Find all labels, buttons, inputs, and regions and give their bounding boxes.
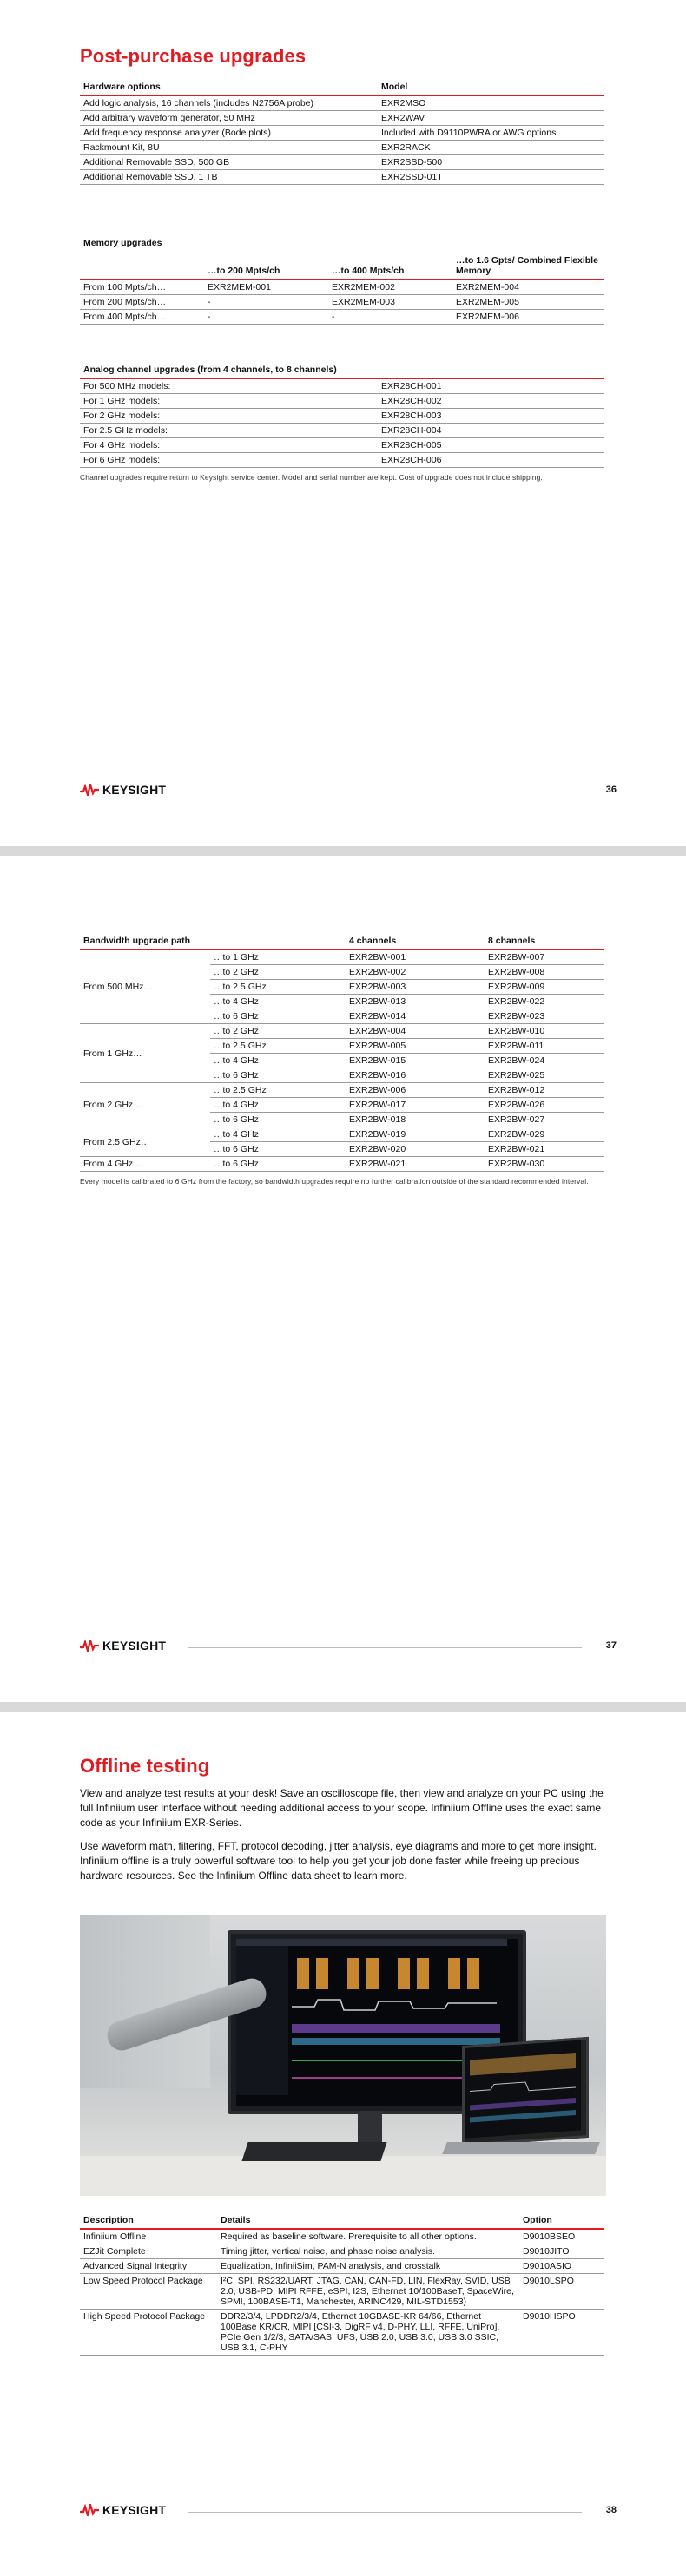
hardware-row-cell: Additional Removable SSD, 1 TB [80, 170, 378, 185]
memory-row-cell: - [328, 310, 452, 325]
bandwidth-cell: …to 4 GHz [210, 1098, 346, 1113]
option-row-cell: D9010ASIO [519, 2259, 604, 2274]
bandwidth-cell: …to 4 GHz [210, 1054, 346, 1068]
bandwidth-upgrade-table [80, 934, 604, 1172]
analog-row-cell: For 500 MHz models: [80, 378, 378, 394]
bandwidth-cell: EXR2BW-001 [346, 950, 485, 965]
bandwidth-col-header-3: 8 channels [485, 934, 604, 950]
bandwidth-cell: EXR2BW-015 [346, 1054, 485, 1068]
memory-row-cell: EXR2MEM-006 [452, 310, 604, 325]
hardware-row-cell: EXR2MSO [378, 95, 604, 111]
bandwidth-cell: EXR2BW-030 [485, 1157, 604, 1172]
analog-upgrades-table [80, 363, 604, 468]
option-row-cell: Timing jitter, vertical noise, and phase noise analysis. [217, 2244, 519, 2259]
bandwidth-cell: EXR2BW-018 [346, 1113, 485, 1127]
hardware-row [80, 126, 604, 141]
keysight-wave-icon [80, 784, 99, 796]
memory-row-cell: EXR2MEM-005 [452, 295, 604, 310]
option-row-cell: Low Speed Protocol Package [80, 2274, 217, 2310]
hardware-col-header: Hardware options [80, 80, 378, 95]
bandwidth-cell: …to 4 GHz [210, 1127, 346, 1142]
bandwidth-cell: EXR2BW-011 [485, 1039, 604, 1054]
option-row [80, 2310, 604, 2356]
laptop [462, 2037, 589, 2146]
hardware-row-cell: Rackmount Kit, 8U [80, 141, 378, 155]
option-row [80, 2274, 604, 2310]
page-title: Offline testing [80, 1755, 210, 1777]
memory-row-cell: - [204, 310, 328, 325]
bandwidth-cell: EXR2BW-022 [485, 995, 604, 1009]
keysight-logo [80, 2503, 166, 2517]
bandwidth-from-cell: From 2.5 GHz… [80, 1127, 210, 1157]
bandwidth-cell: EXR2BW-005 [346, 1039, 485, 1054]
bandwidth-row [80, 1157, 604, 1172]
hardware-row [80, 141, 604, 155]
bandwidth-cell: EXR2BW-029 [485, 1127, 604, 1142]
bandwidth-cell: EXR2BW-010 [485, 1024, 604, 1039]
bandwidth-row [80, 950, 604, 965]
page-number: 38 [605, 2505, 617, 2515]
analog-row [80, 424, 604, 438]
analog-row [80, 438, 604, 453]
option-row-cell: D9010HSPO [519, 2310, 604, 2356]
hardware-row-cell: Included with D9110PWRA or AWG options [378, 126, 604, 141]
keysight-wave-icon [80, 2504, 99, 2516]
bandwidth-cell: …to 2.5 GHz [210, 1039, 346, 1054]
offline-options-table [80, 2213, 604, 2356]
description-col-header: Description [80, 2213, 217, 2229]
hardware-row-cell: EXR2WAV [378, 111, 604, 126]
footer [80, 1639, 617, 1656]
intro-paragraph: View and analyze test results at your desk! Save an oscilloscope file, then view and analyze on your PC using the full Infiniium user interface without needing additional access to your scope. Infiniium Offline uses the exact same code as your Infiniium EXR-Series. [80, 1787, 604, 1829]
bandwidth-cell: EXR2BW-019 [346, 1127, 485, 1142]
bandwidth-cell: …to 6 GHz [210, 1142, 346, 1157]
keysight-logo [80, 783, 166, 797]
memory-section-title: Memory upgrades [83, 238, 162, 248]
memory-row-cell: From 100 Mpts/ch… [80, 279, 204, 295]
bandwidth-cell: EXR2BW-021 [346, 1157, 485, 1172]
option-row-cell: EZJit Complete [80, 2244, 217, 2259]
bandwidth-cell: EXR2BW-014 [346, 1009, 485, 1024]
memory-col-header-3: …to 1.6 Gpts/ Combined Flexible Memory [452, 253, 604, 279]
keyboard [241, 2142, 386, 2161]
bandwidth-cell: …to 6 GHz [210, 1068, 346, 1083]
memory-row-cell: EXR2MEM-003 [328, 295, 452, 310]
bandwidth-cell: EXR2BW-026 [485, 1098, 604, 1113]
bandwidth-cell: …to 4 GHz [210, 995, 346, 1009]
bandwidth-cell: EXR2BW-021 [485, 1142, 604, 1157]
memory-row [80, 295, 604, 310]
bandwidth-cell: EXR2BW-013 [346, 995, 485, 1009]
bandwidth-cell: …to 2 GHz [210, 1024, 346, 1039]
bandwidth-cell: EXR2BW-006 [346, 1083, 485, 1098]
analog-row [80, 378, 604, 394]
hardware-row-cell: Additional Removable SSD, 500 GB [80, 155, 378, 170]
bandwidth-cell: EXR2BW-012 [485, 1083, 604, 1098]
option-row-cell: High Speed Protocol Package [80, 2310, 217, 2356]
analog-row-cell: EXR28CH-006 [378, 453, 604, 468]
analog-row-cell: EXR28CH-001 [378, 378, 604, 394]
option-row-cell: D9010JITO [519, 2244, 604, 2259]
bandwidth-from-cell: From 2 GHz… [80, 1083, 210, 1127]
analog-row-cell: EXR28CH-002 [378, 394, 604, 409]
bandwidth-from-cell: From 500 MHz… [80, 950, 210, 1024]
brand-name: KEYSIGHT [102, 783, 167, 797]
bandwidth-cell: …to 6 GHz [210, 1009, 346, 1024]
bandwidth-cell: EXR2BW-024 [485, 1054, 604, 1068]
option-row [80, 2244, 604, 2259]
option-row-cell: Infiniium Offline [80, 2229, 217, 2244]
analog-row-cell: EXR28CH-005 [378, 438, 604, 453]
analog-row-cell: For 6 GHz models: [80, 453, 378, 468]
analog-row [80, 453, 604, 468]
bandwidth-cell: EXR2BW-003 [346, 980, 485, 995]
hardware-row-cell: EXR2SSD-01T [378, 170, 604, 185]
bandwidth-cell: EXR2BW-007 [485, 950, 604, 965]
option-row-cell: Required as baseline software. Prerequisite to all other options. [217, 2229, 519, 2244]
channel-upgrade-note: Channel upgrades require return to Keysight service center. Model and serial number are kept. Cost of upgrade does not include shipping. [80, 473, 543, 482]
hardware-row [80, 170, 604, 185]
laptop-screen-icon [465, 2040, 581, 2139]
bandwidth-col-header-2: 4 channels [346, 934, 485, 950]
bandwidth-cell: …to 6 GHz [210, 1113, 346, 1127]
page-number: 37 [605, 1640, 617, 1651]
keysight-wave-icon [80, 1640, 99, 1652]
memory-col-header-0 [80, 253, 204, 279]
bandwidth-from-cell: From 1 GHz… [80, 1024, 210, 1083]
footer [80, 783, 617, 800]
model-col-header: Model [378, 80, 604, 95]
footer-divider [188, 1647, 582, 1648]
analog-row-cell: For 2.5 GHz models: [80, 424, 378, 438]
bandwidth-cell: EXR2BW-027 [485, 1113, 604, 1127]
footer-divider [188, 2512, 582, 2513]
option-row-cell: Equalization, InfiniiSim, PAM-N analysis, and crosstalk [217, 2259, 519, 2274]
brand-name: KEYSIGHT [102, 2503, 167, 2517]
memory-row-cell: From 200 Mpts/ch… [80, 295, 204, 310]
option-col-header: Option [519, 2213, 604, 2229]
option-row-cell: I²C, SPI, RS232/UART, JTAG, CAN, CAN-FD, LIN, FlexRay, SVID, USB 2.0, USB-PD, MIPI RFFE, eSPI, I2S, Ethernet 10/100BaseT, SpaceWire, SPMI, 100BASE-T1, Manchester, ARINC429, MIL-STD1553) [217, 2274, 519, 2310]
memory-row-cell: EXR2MEM-002 [328, 279, 452, 295]
analog-row [80, 394, 604, 409]
memory-row-cell: - [204, 295, 328, 310]
analog-section-title: Analog channel upgrades (from 4 channels, to 8 channels) [80, 363, 604, 378]
bandwidth-cell: EXR2BW-004 [346, 1024, 485, 1039]
bandwidth-cell: …to 6 GHz [210, 1157, 346, 1172]
analog-row-cell: For 2 GHz models: [80, 409, 378, 424]
bandwidth-row [80, 1127, 604, 1142]
hardware-row-cell: EXR2RACK [378, 141, 604, 155]
option-row-cell: DDR2/3/4, LPDDR2/3/4, Ethernet 10GBASE-KR 64/66, Ethernet 100Base KR/CR, MIPI [CSI-3, DigRF v4, D-PHY, LLI, RFFE, UniPro], PCIe Gen 1/2/3, SATA/SAS, UFS, USB 2.0, USB 3.0, USB 3.0 SSIC, USB 3.1, C-PHY [217, 2310, 519, 2356]
page-title: Post-purchase upgrades [80, 45, 307, 67]
option-row-cell: Advanced Signal Integrity [80, 2259, 217, 2274]
analog-row [80, 409, 604, 424]
bandwidth-cell: …to 1 GHz [210, 950, 346, 965]
hardware-row [80, 111, 604, 126]
bandwidth-cell: EXR2BW-025 [485, 1068, 604, 1083]
bandwidth-from-cell: From 4 GHz… [80, 1157, 210, 1172]
bandwidth-cell: EXR2BW-020 [346, 1142, 485, 1157]
bandwidth-col-header-0: Bandwidth upgrade path [80, 934, 210, 950]
hardware-row-cell: Add arbitrary waveform generator, 50 MHz [80, 111, 378, 126]
analog-row-cell: EXR28CH-003 [378, 409, 604, 424]
analog-row-cell: For 1 GHz models: [80, 394, 378, 409]
bandwidth-cell: EXR2BW-023 [485, 1009, 604, 1024]
hardware-options-table [80, 80, 604, 185]
footer [80, 2503, 617, 2520]
hardware-row [80, 95, 604, 111]
analog-row-cell: For 4 GHz models: [80, 438, 378, 453]
option-row [80, 2259, 604, 2274]
option-row-cell: D9010LSPO [519, 2274, 604, 2310]
bandwidth-cell: …to 2.5 GHz [210, 980, 346, 995]
memory-upgrades-table [80, 236, 604, 325]
bandwidth-row [80, 1083, 604, 1098]
page-37 [0, 856, 686, 1702]
memory-row [80, 310, 604, 325]
memory-col-header-1: …to 200 Mpts/ch [204, 253, 328, 279]
page-36 [0, 0, 686, 846]
hardware-row-cell: Add logic analysis, 16 channels (includes N2756A probe) [80, 95, 378, 111]
hardware-row-cell: Add frequency response analyzer (Bode plots) [80, 126, 378, 141]
features-paragraph: Use waveform math, filtering, FFT, protocol decoding, jitter analysis, eye diagrams and more to get more insight. Infiniium offline is a truly powerful software tool to help you get your job done faster while freeing up precious hardware resources. See the Infiniium Offline data sheet to learn more. [80, 1840, 597, 1882]
memory-row [80, 279, 604, 295]
hardware-row-cell: EXR2SSD-500 [378, 155, 604, 170]
hardware-row [80, 155, 604, 170]
brand-name: KEYSIGHT [102, 1639, 167, 1653]
analog-row-cell: EXR28CH-004 [378, 424, 604, 438]
option-row-cell: D9010BSEO [519, 2229, 604, 2244]
bandwidth-cell: EXR2BW-002 [346, 965, 485, 980]
memory-col-header-2: …to 400 Mpts/ch [328, 253, 452, 279]
memory-row-cell: EXR2MEM-004 [452, 279, 604, 295]
bandwidth-row [80, 1024, 604, 1039]
page-number: 36 [605, 785, 617, 795]
bandwidth-cell: EXR2BW-017 [346, 1098, 485, 1113]
details-col-header: Details [217, 2213, 519, 2229]
memory-row-cell: EXR2MEM-001 [204, 279, 328, 295]
bandwidth-cell: EXR2BW-009 [485, 980, 604, 995]
bandwidth-cell: EXR2BW-008 [485, 965, 604, 980]
bandwidth-cell: …to 2 GHz [210, 965, 346, 980]
memory-row-cell: From 400 Mpts/ch… [80, 310, 204, 325]
option-row [80, 2229, 604, 2244]
keysight-logo [80, 1639, 166, 1653]
page-38 [0, 1712, 686, 2576]
bandwidth-note: Every model is calibrated to 6 GHz from the factory, so bandwidth upgrades require no further calibration outside of the standard recommended interval. [80, 1177, 589, 1186]
offline-testing-photo [80, 1915, 606, 2196]
bandwidth-cell: EXR2BW-016 [346, 1068, 485, 1083]
bandwidth-cell: …to 2.5 GHz [210, 1083, 346, 1098]
bandwidth-col-header-1 [210, 934, 346, 950]
